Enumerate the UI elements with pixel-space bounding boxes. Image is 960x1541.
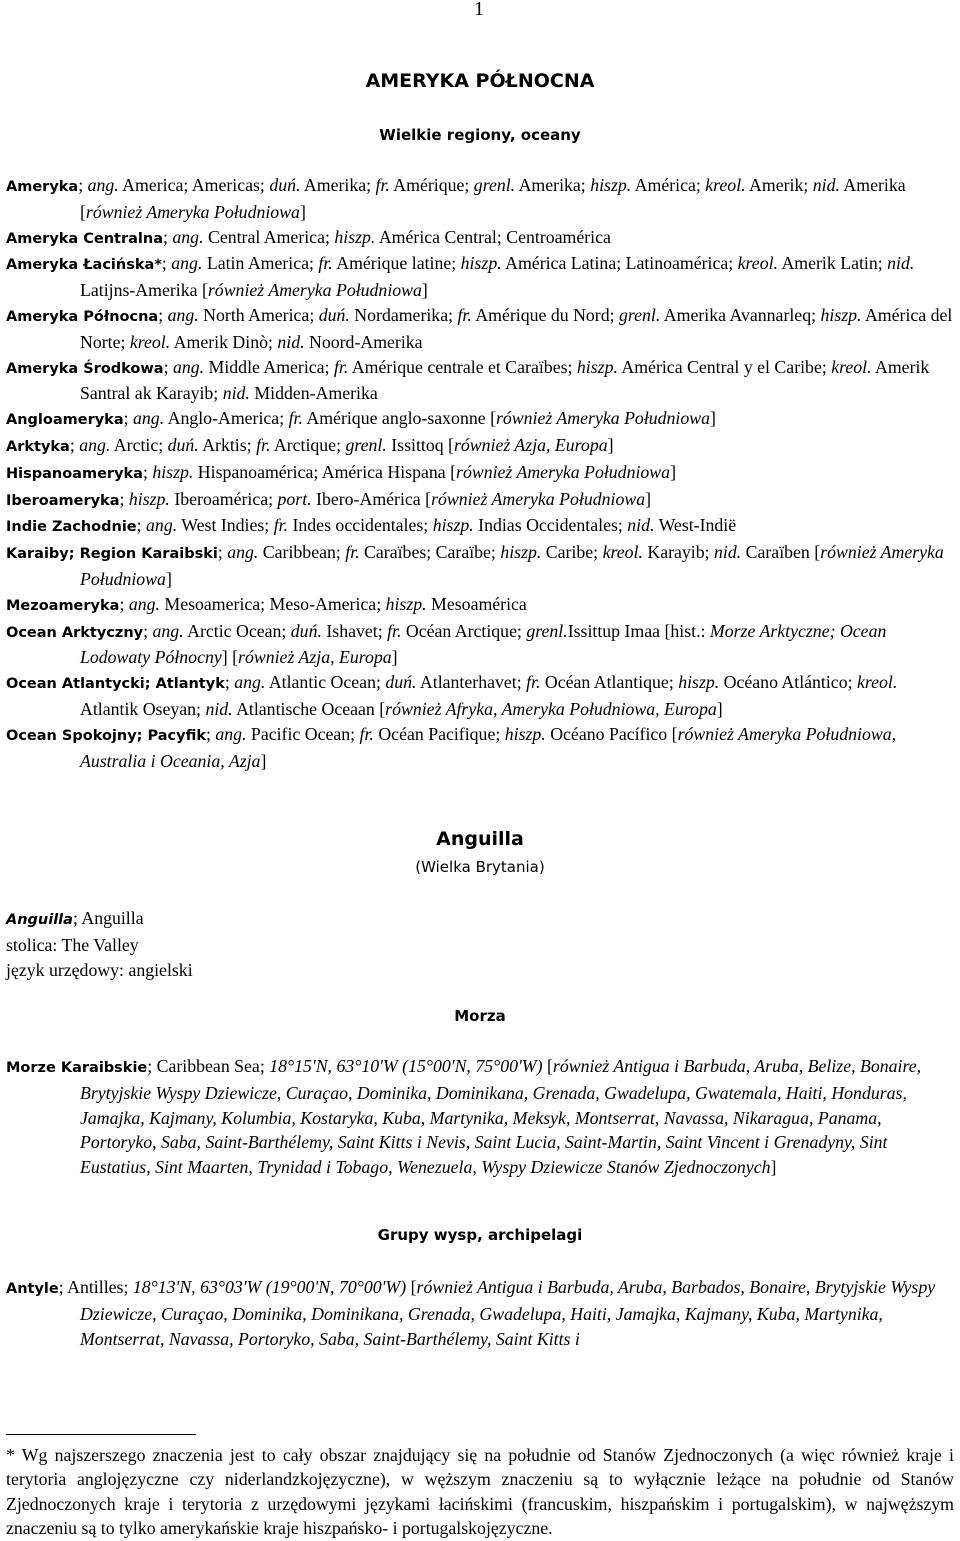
entry-term: Hispanoameryka	[6, 465, 143, 482]
entry-term: Karaiby; Region Karaibski	[6, 546, 218, 563]
entry	[6, 1054, 956, 1180]
entry-text: [	[542, 1056, 553, 1076]
entry-text: Latin America;	[202, 253, 319, 274]
entry-note: hiszp.	[460, 253, 502, 274]
entry	[6, 433, 956, 460]
entry-text: ; Caribbean Sea;	[147, 1056, 270, 1076]
entry-text: Nordamerika;	[349, 304, 458, 325]
entry-note: ang.	[152, 620, 184, 641]
entry-term: Ocean Arktyczny	[6, 624, 144, 641]
entry-note: również Ameryka Południowa	[431, 488, 646, 509]
anguilla-language: język urzędowy: angielski	[6, 959, 193, 980]
entry-note: fr.	[457, 304, 472, 325]
entry-note: kreol.	[856, 672, 898, 693]
entry-term: Ocean Atlantycki; Atlantyk	[6, 676, 225, 693]
entry-text: Atlantic Ocean;	[265, 672, 386, 693]
entry	[6, 303, 956, 355]
entry-text: Hispanoamérica; América Hispana [	[193, 461, 457, 482]
entry-text: ]	[710, 408, 716, 429]
entry-note: również Azja, Europa	[453, 434, 608, 455]
entry-note: nid.	[887, 253, 915, 274]
entry-text: Arktis;	[198, 434, 257, 455]
entry-note: kreol.	[705, 175, 746, 195]
entry-note: fr.	[345, 542, 360, 563]
seas-list	[6, 1054, 956, 1180]
entry-text: Ibero-América [	[311, 488, 432, 509]
entry-text: ;	[158, 304, 168, 325]
entry-text: Arctic Ocean;	[183, 620, 291, 641]
entry-term: Ameryka Północna	[6, 308, 159, 325]
entry-text: Amerika [	[80, 175, 906, 222]
entry-text: West-Indië	[654, 515, 737, 536]
entry	[6, 225, 956, 252]
entry-text: América Latina; Latinoamérica;	[501, 253, 738, 274]
entry-note: duń.	[167, 434, 199, 455]
entry-text: America; Americas;	[118, 175, 270, 195]
entry-text: ]	[391, 647, 398, 668]
entry-text: Atlanterhavet;	[416, 672, 527, 693]
entry-note: fr.	[526, 672, 541, 693]
entry-text: ]	[670, 461, 676, 482]
entry-text: ;	[161, 253, 172, 274]
entry-note: nid.	[205, 698, 233, 719]
entry-note: ang.	[171, 253, 203, 274]
entry-text: ]	[165, 568, 172, 589]
footnote: * Wg najszerszego znaczenia jest to cały obszar znajdujący się na południe od Stanów Zjednoczonych (a więc również kraje i terytoria anglojęzyczne czy niderlandzkojęzyczne), w węższym znaczeniu są to wyłącznie leżące na południe od Stanów Zjednoczonych kraje i terytoria z urzędowymi językami łacińskimi (francuskim, hiszpańskim i portugalskim), w najwęższym znaczeniu są to tylko amerykańskie kraje hiszpańsko- i portugalskojęzyczne.	[6, 1445, 954, 1539]
entry-text: Mesoamérica	[426, 593, 527, 614]
entry-text: Arctic;	[110, 434, 168, 455]
entry-note: kreol.	[737, 253, 778, 274]
anguilla-name-line	[6, 906, 193, 933]
entry-text: ]	[770, 1157, 777, 1178]
entry-text: ]	[260, 750, 267, 771]
entry-note: również Antigua i Barbuda, Aruba, Belize, Bonaire, Brytyjskie Wyspy Dziewicze, Curaçao, Dominika, Dominikana, Grenada, Gwadelupa, Gwatemala, Haiti, Honduras, Jamajka, Kajmany, Kolumbia, Kostaryka, Kuba, Martynika, Meksyk, Montserrat, Navassa, Nikaragua, Panama, Portoryko, Saba, Saint-Barthélemy, Saint Kitts i Nevis, Saint Lucia, Saint-Martin, Saint Vincent i Grenadyny, Sint Eustatius, Sint Maarten, Trynidad i Tobago, Wenezuela, Wyspy Dziewicze Stanów Zjednoczonych	[80, 1056, 922, 1178]
regions-list	[6, 173, 956, 773]
entry-text: ; Antilles;	[58, 1277, 133, 1297]
entry-text: Amérique centrale et Caraïbes;	[348, 356, 577, 377]
entry-note: fr.	[359, 723, 374, 744]
entry-note: fr.	[333, 356, 349, 377]
entry-text: Caribbean;	[258, 542, 346, 563]
entry-note: nid.	[627, 515, 655, 536]
entry-text: ] [	[221, 647, 239, 668]
entry-note: grenl.	[526, 620, 568, 641]
entry-term: Morze Karaibskie	[6, 1060, 148, 1076]
entry-text: Amerik Dinò;	[170, 331, 278, 352]
entry-note: ang.	[215, 723, 247, 744]
entry-text: ;	[224, 672, 235, 693]
entry-note: ang.	[234, 672, 266, 693]
entry-note: fr.	[256, 434, 271, 455]
entry-text: Ishavet;	[321, 620, 388, 641]
anguilla-title: Anguilla	[436, 828, 524, 850]
entry	[6, 670, 956, 722]
entry-term: Ameryka Centralna	[6, 230, 163, 247]
entry-text: ;	[78, 175, 88, 195]
entry-note: hiszp.	[334, 226, 376, 247]
entry-note: również Ameryka Południowa	[80, 542, 944, 589]
entry-note: grenl.	[619, 304, 661, 325]
entry-text: ]	[421, 280, 428, 301]
entry-text: ;	[119, 488, 129, 509]
entry-term: Indie Zachodnie	[6, 519, 137, 536]
entry-text: Latijns-Amerika [	[80, 280, 208, 301]
entry	[6, 1275, 956, 1351]
entry-note: nid.	[812, 175, 840, 195]
entry-text: Midden-Amerika	[249, 383, 378, 404]
entry-term: Ameryka Łacińska*	[6, 257, 162, 274]
entry-text: Anglo-America;	[164, 408, 289, 429]
entry-note: również Ameryka Południowa	[207, 280, 422, 301]
entry-text: Arctique;	[270, 434, 346, 455]
entry-text: ]	[716, 698, 723, 719]
entry-note: hiszp.	[820, 304, 862, 325]
entry-note: nid.	[714, 542, 742, 563]
entry-text: Karayib;	[642, 542, 715, 563]
entry-note: fr.	[387, 620, 402, 641]
seas-heading: Morza	[454, 1007, 506, 1025]
entry-text: Amerika;	[515, 175, 591, 195]
entry-note: również Afryka, Ameryka Południowa, Europa	[385, 698, 717, 719]
entry-text: ;	[136, 515, 147, 536]
entry	[6, 406, 956, 433]
entry-note: hiszp.	[678, 672, 720, 693]
entry-term: Arktyka	[6, 438, 70, 455]
entry-text: Atlantische Oceaan [	[232, 698, 386, 719]
entry-note: duń.	[385, 672, 417, 693]
entry-note: hiszp.	[128, 488, 170, 509]
entry-text: North America;	[198, 304, 319, 325]
anguilla-name-head: Anguilla	[6, 912, 73, 928]
entry-text: West Indies;	[177, 515, 274, 536]
entry-note: hiszp.	[385, 593, 427, 614]
entry-text: América del Norte;	[80, 304, 953, 352]
entry-text: Océano Atlántico;	[719, 672, 857, 693]
entry-text: Iberoamérica;	[169, 488, 278, 509]
page-title: AMERYKA PÓŁNOCNA	[365, 70, 595, 92]
entry	[6, 513, 956, 540]
entry-note: ang.	[172, 356, 205, 377]
entry-text: Océan Pacifique;	[373, 723, 505, 744]
entry-term: Mezoameryka	[6, 597, 120, 614]
section-heading-regions: Wielkie regiony, oceany	[379, 126, 581, 144]
entry-text: ;	[205, 723, 216, 744]
entry-text: América Central; Centroamérica	[375, 226, 611, 247]
entry-note: hiszp.	[432, 515, 474, 536]
entry-text: ;	[123, 408, 134, 429]
entry-text: Indias Occidentales;	[473, 515, 628, 536]
entry-note: ang.	[167, 304, 199, 325]
entry-note: duń.	[318, 304, 350, 325]
entry-note: fr.	[273, 515, 289, 536]
anguilla-name-rest: ; Anguilla	[72, 908, 144, 928]
entry-term: Angloameryka	[6, 412, 124, 429]
entry-note: fr.	[288, 408, 303, 429]
entry-note: ang.	[133, 408, 165, 429]
entry-note: fr.	[318, 253, 333, 274]
page-number: 1	[474, 0, 484, 20]
entry-text: ;	[163, 356, 173, 377]
entry	[6, 460, 956, 487]
entry-text: ]	[607, 434, 614, 455]
entry-text: Amérique;	[389, 175, 474, 195]
entry-note: Morze Arktyczne; Ocean Lodowaty Północny	[80, 620, 887, 668]
entry-note: ang.	[146, 515, 178, 536]
entry-text: Amerik Latin;	[777, 253, 888, 274]
entry-term: Ameryka Środkowa	[6, 360, 164, 377]
entry-text: Océano Pacífico [	[545, 723, 678, 744]
entry-text: Amerik;	[745, 175, 813, 195]
entry-text: ;	[163, 226, 173, 247]
entry-text: América;	[631, 175, 706, 195]
entry-text: Océan Arctique;	[401, 620, 527, 641]
entry-note: kreol.	[831, 356, 872, 377]
entry-note: duń.	[269, 175, 301, 195]
entry-text: ;	[217, 542, 228, 563]
entry-note: również Antigua i Barbuda, Aruba, Barbados, Bonaire, Brytyjskie Wyspy Dziewicze, Curaçao, Dominika, Dominikana, Grenada, Gwadelupa, Haiti, Jamajka, Kajmany, Kuba, Martynika, Montserrat, Navassa, Portoryko, Saba, Saint-Barthélemy, Saint Kitts i	[80, 1277, 936, 1349]
entry-text: América Central y el Caribe;	[617, 356, 832, 377]
entry-text: Issittoq [	[386, 434, 454, 455]
entry	[6, 722, 956, 774]
entry-text: Amerika;	[300, 175, 376, 195]
entry-note: kreol.	[602, 542, 643, 563]
entry-note: hiszp.	[576, 356, 618, 377]
entry	[6, 251, 956, 303]
entry-term: Ocean Spokojny; Pacyfik	[6, 727, 206, 744]
entry-text: Amérique latine;	[332, 253, 461, 274]
entry-note: nid.	[277, 331, 305, 352]
entry	[6, 173, 956, 225]
entry-note: hiszp.	[152, 461, 194, 482]
entry-text: Pacific Ocean;	[246, 723, 360, 744]
entry-text: Central America;	[203, 226, 335, 247]
entry-text: [	[406, 1277, 417, 1297]
entry-note: port.	[277, 488, 312, 509]
entry-note: ang.	[79, 434, 111, 455]
entry-term: Antyle	[6, 1281, 59, 1297]
entry-text: Indes occidentales;	[288, 515, 433, 536]
entry	[6, 540, 956, 592]
entry-note: grenl.	[473, 175, 516, 195]
entry-note: również Ameryka Południowa	[496, 408, 711, 429]
entry	[6, 619, 956, 671]
islands-heading: Grupy wysp, archipelagi	[377, 1226, 583, 1244]
entry-text: Océan Atlantique;	[540, 672, 679, 693]
entry-note: kreol.	[129, 331, 171, 352]
anguilla-info	[6, 906, 193, 982]
anguilla-subtitle: (Wielka Brytania)	[415, 858, 545, 876]
entry-note: fr.	[375, 175, 390, 195]
entry-text: ;	[143, 620, 153, 641]
entry-text: Middle America;	[204, 356, 334, 377]
entry-text: Amérique anglo-saxonne [	[302, 408, 496, 429]
entry-text: Amérique du Nord;	[471, 304, 619, 325]
entry-note: duń.	[290, 620, 322, 641]
entry-text: Issittup Imaa [hist.:	[567, 620, 710, 641]
entry-note: 18°13'N, 63°03'W (19°00'N, 70°00'W)	[132, 1277, 407, 1297]
entry-text: Amerika Avannarleq;	[660, 304, 821, 325]
islands-list	[6, 1275, 956, 1351]
entry-term: Iberoameryka	[6, 492, 120, 509]
entry-text: Amerik Santral ak Karayib;	[80, 356, 930, 404]
entry-note: hiszp.	[500, 542, 542, 563]
entry-note: ang.	[87, 175, 119, 195]
entry-note: również Ameryka Południowa, Australia i Oceania, Azja	[80, 723, 897, 771]
entry-note: ang.	[128, 593, 160, 614]
entry-note: również Ameryka Południowa	[85, 201, 300, 222]
entry-note: hiszp.	[590, 175, 632, 195]
entry-note: hiszp.	[504, 723, 546, 744]
footnote-divider	[6, 1434, 196, 1435]
entry	[6, 355, 956, 407]
entry-text: ;	[69, 434, 80, 455]
entry	[6, 592, 956, 619]
entry-text: Mesoamerica; Meso-America;	[159, 593, 386, 614]
entry	[6, 487, 956, 514]
entry-text: ]	[299, 201, 306, 222]
entry-note: nid.	[222, 383, 250, 404]
anguilla-capital: stolica: The Valley	[6, 934, 139, 955]
entry-note: grenl.	[345, 434, 387, 455]
entry-text: Noord-Amerika	[304, 331, 423, 352]
entry-text: Caraïben [	[741, 542, 821, 563]
entry-note: ang.	[172, 226, 204, 247]
entry-note: również Azja, Europa	[238, 647, 392, 668]
entry-text: Atlantik Oseyan;	[80, 698, 206, 719]
entry-text: Caraïbes; Caraïbe;	[359, 542, 501, 563]
entry-note: również Ameryka Południowa	[456, 461, 671, 482]
entry-note: 18°15'N, 63°10'W (15°00'N, 75°00'W)	[269, 1056, 543, 1076]
entry-text: ]	[645, 488, 652, 509]
entry-term: Ameryka	[6, 179, 79, 195]
entry-text: ;	[142, 461, 153, 482]
entry-text: Caribe;	[541, 542, 603, 563]
entry-note: ang.	[227, 542, 259, 563]
entry-text: ;	[119, 593, 129, 614]
